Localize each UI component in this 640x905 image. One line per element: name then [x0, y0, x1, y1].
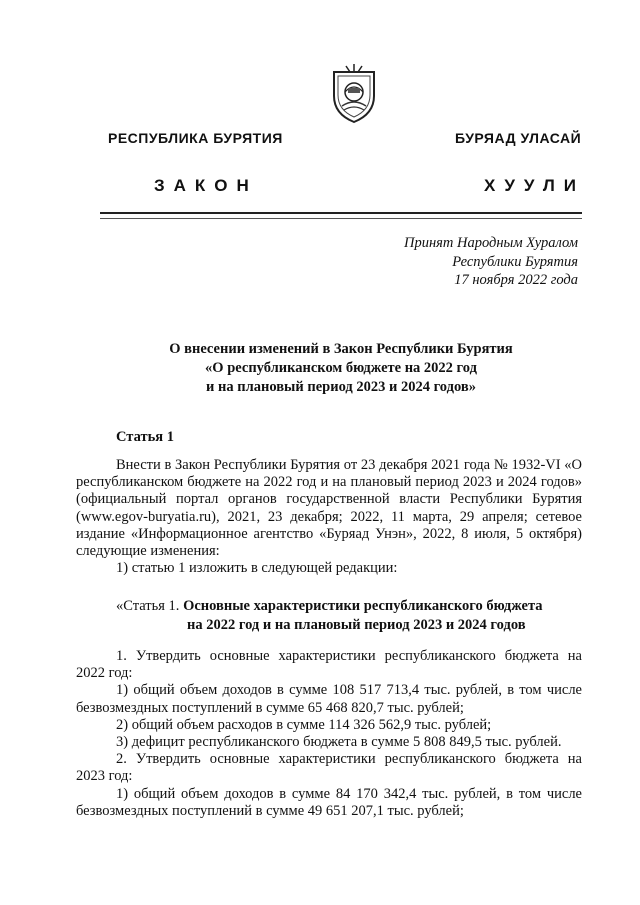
- republic-name-buryat: БУРЯАД УЛАСАЙ: [455, 130, 582, 146]
- article-body: [76, 457, 582, 577]
- doc-type-russian: ЗАКОН: [154, 176, 258, 195]
- adoption-line: Республики Бурятия: [452, 253, 578, 270]
- budget-paragraph: 1. Утвердить основные характеристики республиканского бюджета на 2022 год:: [76, 648, 582, 682]
- article-intro-paragraph: Внести в Закон Республики Бурятия от 23 декабря 2021 года № 1932-VI «О республиканском бюджете на 2022 год и на плановый период 2023 и 2024 годов» (официальный портал органов государственной власти Республики Бурятия (www.egov-buryatia.ru), 2021, 23 декабря; 2022, 11 марта, 29 апреля; сетевое издание «Информационное агентство «Буряад Унэн», 2022, 8 июля, 5 октября) следующие изменения:: [76, 457, 582, 560]
- adoption-line: Принят Народным Хуралом: [403, 235, 578, 251]
- new-article-title-line: на 2022 год и на плановый период 2023 и 2024 годов: [187, 617, 526, 633]
- republic-name-russian: РЕСПУБЛИКА БУРЯТИЯ: [108, 130, 283, 146]
- adoption-date: 17 ноября 2022 года: [454, 272, 578, 288]
- new-article-prefix: «Статья 1.: [116, 598, 184, 614]
- budget-paragraph: 3) дефицит республиканского бюджета в сумме 5 808 849,5 тыс. рублей.: [116, 734, 562, 751]
- doc-type-buryat: ХУУЛИ: [484, 176, 585, 195]
- law-title-line: О внесении изменений в Закон Республики Бурятия: [169, 341, 513, 357]
- new-article-heading: [76, 597, 582, 635]
- article-item: 1) статью 1 изложить в следующей редакции:: [116, 560, 398, 577]
- law-title-line: «О республиканском бюджете на 2022 год: [205, 360, 477, 376]
- law-title-line: и на плановый период 2023 и 2024 годов»: [206, 379, 476, 395]
- header-divider: [100, 212, 582, 219]
- budget-paragraph: 2. Утвердить основные характеристики республиканского бюджета на 2023 год:: [76, 751, 582, 785]
- adoption-note: [318, 234, 578, 290]
- budget-paragraph: 1) общий объем доходов в сумме 84 170 342,4 тыс. рублей, в том числе безвозмездных поступлений в сумме 49 651 207,1 тыс. рублей;: [76, 785, 582, 819]
- article-heading: Статья 1: [116, 429, 174, 445]
- new-article-title-line: Основные характеристики республиканского бюджета: [183, 598, 543, 614]
- coat-of-arms-emblem: [324, 62, 384, 126]
- budget-paragraph: 1) общий объем доходов в сумме 108 517 713,4 тыс. рублей, в том числе безвозмездных поступлений в сумме 65 468 820,7 тыс. рублей;: [76, 682, 582, 716]
- budget-paragraph: 2) общий объем расходов в сумме 114 326 562,9 тыс. рублей;: [116, 716, 492, 733]
- law-title: [100, 340, 582, 397]
- new-article-body: [76, 648, 582, 820]
